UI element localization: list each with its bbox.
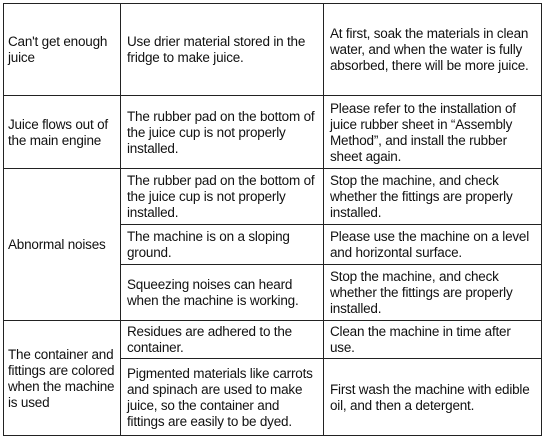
solution-cell: Please refer to the installation of juice rubber sheet in “Assembly Method”, and install the rubber sheet again. [324,96,542,169]
solution-cell: Please use the machine on a level and horizontal surface. [324,225,542,265]
troubleshooting-table [3,3,542,436]
problem-cell: Abnormal noises [4,169,121,321]
table-row [4,4,542,96]
problem-cell: Can't get enough juice [4,4,121,96]
problem-cell: The container and fittings are colored when the machine is used [4,321,121,436]
table-row [4,321,542,359]
solution-cell: Stop the machine, and check whether the fittings are properly installed. [324,169,542,225]
cause-cell: The rubber pad on the bottom of the juice cup is not properly installed. [121,169,324,225]
cause-cell: Squeezing noises can heard when the machine is working. [121,265,324,321]
cause-cell: The machine is on a sloping ground. [121,225,324,265]
cause-cell: Residues are adhered to the container. [121,321,324,359]
solution-cell: Stop the machine, and check whether the fittings are properly installed. [324,265,542,321]
cause-cell: The rubber pad on the bottom of the juice cup is not properly installed. [121,96,324,169]
table-row [4,96,542,169]
solution-cell: First wash the machine with edible oil, and then a detergent. [324,359,542,436]
problem-cell: Juice flows out of the main engine [4,96,121,169]
solution-cell: At first, soak the materials in clean water, and when the water is fully absorbed, there will be more juice. [324,4,542,96]
cause-cell: Use drier material stored in the fridge to make juice. [121,4,324,96]
solution-cell: Clean the machine in time after use. [324,321,542,359]
table-row [4,169,542,225]
cause-cell: Pigmented materials like carrots and spinach are used to make juice, so the container and fittings are easily to be dyed. [121,359,324,436]
